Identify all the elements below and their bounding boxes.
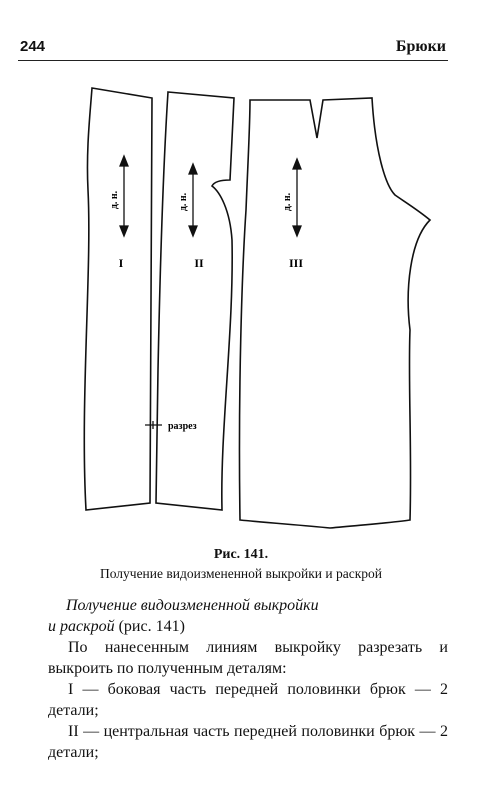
pattern-piece-1 — [84, 88, 152, 510]
subheading — [48, 595, 448, 637]
mark-label-1: д. н. — [109, 190, 120, 210]
mark-label-2: д. н. — [178, 192, 189, 212]
pattern-piece-3 — [239, 98, 430, 528]
section-title: Брюки — [395, 38, 446, 55]
figure-caption-number: Рис. 141. — [213, 547, 269, 562]
paragraph-3: II — центральная часть передней половинки брюк — 2 детали; — [48, 723, 448, 761]
piece-label-2: II — [194, 256, 204, 270]
cut-label: разрез — [168, 421, 197, 432]
paragraph-2: I — боковая часть передней половинки брюк — 2 детали; — [48, 681, 448, 719]
page-number: 244 — [20, 38, 46, 55]
figure-caption-text: Получение видоизмененной выкройки и раскрой — [99, 566, 383, 581]
running-header — [18, 38, 448, 61]
piece-label-3: III — [288, 256, 304, 270]
body-text — [48, 595, 448, 763]
subheading-ref: (рис. 141) — [114, 618, 185, 635]
pattern-piece-2 — [156, 92, 234, 510]
subheading-line-2: и раскрой — [48, 618, 115, 635]
mark-label-3: д. н. — [282, 192, 293, 212]
paragraph-1: По нанесенным линиям выкройку разрезать и выкроить по полученным деталям: — [48, 639, 448, 677]
subheading-line-1: Получение видоизмененной выкройки — [66, 597, 319, 614]
piece-label-1: I — [118, 256, 124, 270]
pattern-figure — [0, 70, 482, 540]
